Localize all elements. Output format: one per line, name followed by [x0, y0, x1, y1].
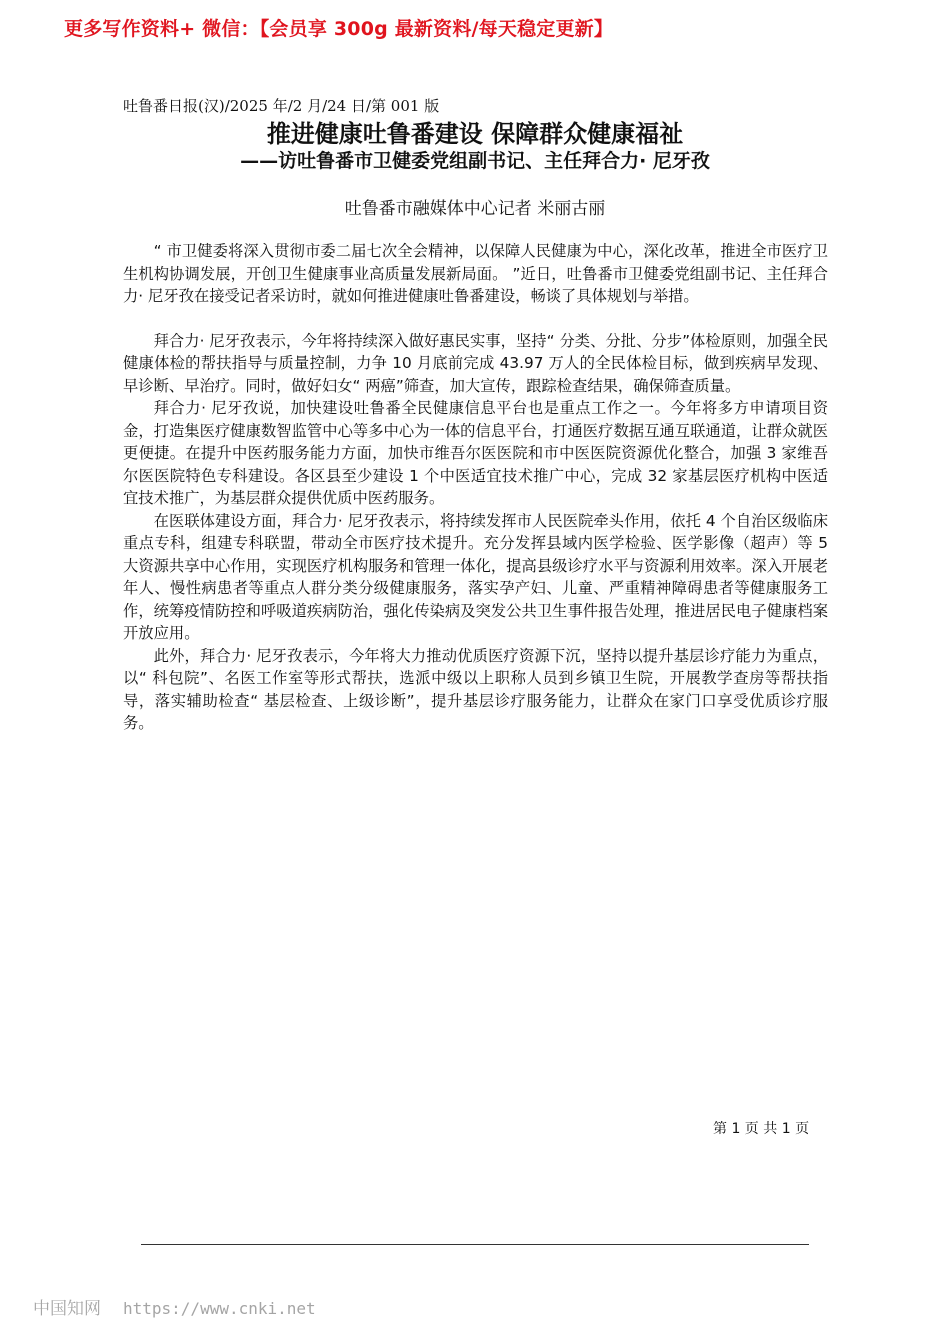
page-number: 第 1 页 共 1 页 [713, 1121, 810, 1137]
article-title: 推进健康吐鲁番建设 保障群众健康福祉 [266, 120, 684, 148]
promo-banner-text: 更多写作资料+ 微信：【会员享 300g 最新资料/每天稳定更新】 [64, 18, 614, 40]
cnki-brand-text: 中国知网 [33, 1299, 101, 1319]
cnki-watermark [33, 1294, 316, 1319]
article-body [123, 240, 828, 735]
publication-source-line: 吐鲁番日报(汉)/2025 年/2 月/24 日/第 001 版 [123, 97, 440, 115]
footer-divider [141, 1244, 809, 1245]
article-paragraph: 拜合力· 尼牙孜说，加快建设吐鲁番全民健康信息平台也是重点工作之一。今年将多方申请项目资金，打造集医疗健康数智监管中心等多中心为一体的信息平台，打通医疗数据互通互联通道，让群众就医更便捷。在提升中医药服务能力方面，加快市维吾尔医医院和市中医医院资源优化整合，加强 3 家维吾尔医医院特色专科建设。各区县至少建设 1 个中医适宜技术推广中心，完成 32 家基层医疗机构中医适宜技术推广，为基层群众提供优质中医药服务。 [123, 399, 828, 507]
cnki-url-link[interactable]: https://www.cnki.net [123, 1299, 316, 1318]
article-paragraph: 拜合力· 尼牙孜表示，今年将持续深入做好惠民实事，坚持“ 分类、分批、分步”体检原则，加强全民健康体检的帮扶指导与质量控制，力争 10 月底前完成 43.97 万人的全民体检目标，做到疾病早发现、早诊断、早治疗。同时，做好妇女“ 两癌”筛查，加大宣传，跟踪检查结果，确保筛查质量。 [123, 331, 828, 395]
article-subtitle: ——访吐鲁番市卫健委党组副书记、主任拜合力· 尼牙孜 [240, 150, 710, 172]
article-paragraph: “ 市卫健委将深入贯彻市委二届七次全会精神，以保障人民健康为中心，深化改革，推进全市医疗卫生机构协调发展，开创卫生健康事业高质量发展新局面。 ”近日，吐鲁番市卫健委党组副书记、主任拜合力· 尼牙孜在接受记者采访时，就如何推进健康吐鲁番建设，畅谈了具体规划与举措。 [123, 242, 828, 305]
article-paragraph: 在医联体建设方面，拜合力· 尼牙孜表示，将持续发挥市人民医院牵头作用，依托 4 个自治区级临床重点专科，组建专科联盟，带动全市医疗技术提升。充分发挥县域内医学检验、医学影像（超声）等 5 大资源共享中心作用，实现医疗机构服务和管理一体化，提高县级诊疗水平与资源利用效率。深入开展老年人、慢性病患者等重点人群分类分级健康服务，落实孕产妇、儿童、严重精神障碍患者等健康服务工作，统筹疫情防控和呼吸道疾病防治，强化传染病及突发公共卫生事件报告处理，推进居民电子健康档案开放应用。 [123, 511, 828, 642]
article-author: 吐鲁番市融媒体中心记者 米丽古丽 [344, 199, 606, 219]
article-paragraph: 此外，拜合力· 尼牙孜表示，今年将大力推动优质医疗资源下沉，坚持以提升基层诊疗能力为重点，以“ 科包院”、名医工作室等形式帮扶，选派中级以上职称人员到乡镇卫生院，开展教学查房等帮扶指导，落实辅助检查“ 基层检查、上级诊断”，提升基层诊疗服务能力，让群众在家门口享受优质诊疗服务。 [123, 646, 828, 732]
